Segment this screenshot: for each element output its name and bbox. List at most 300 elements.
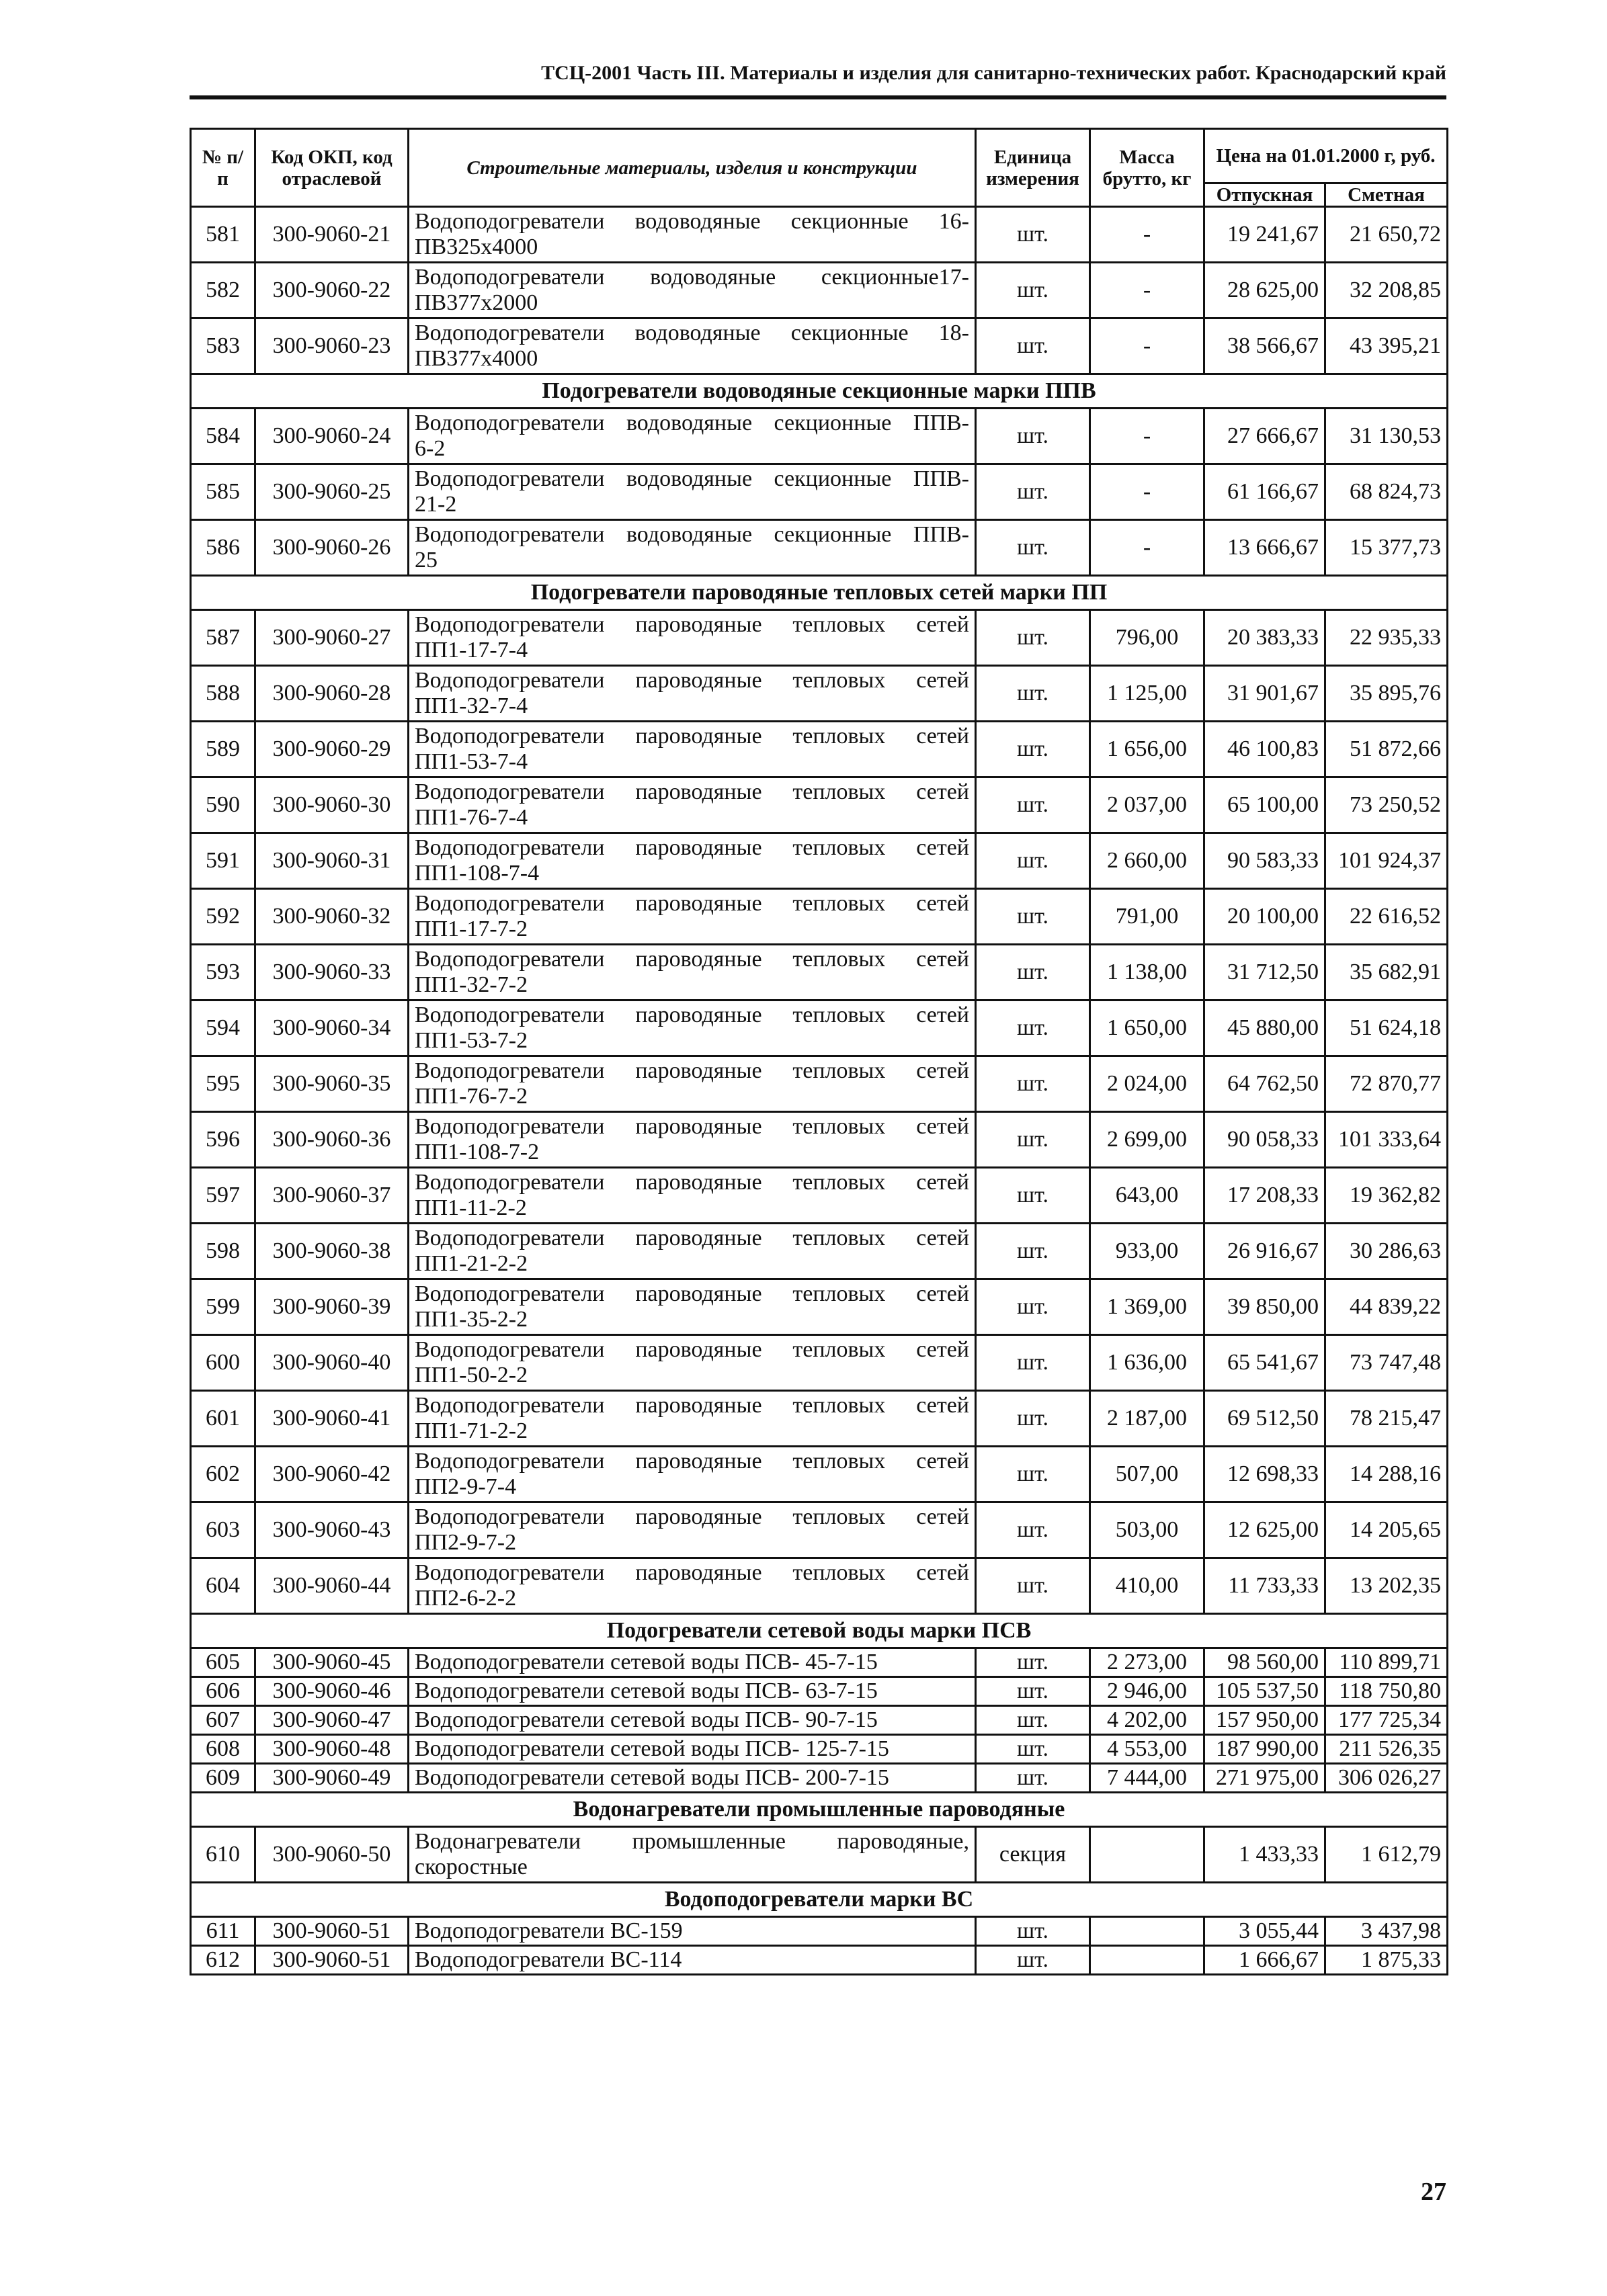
row-name-line1: Водоподогреватели пароводяные тепловых сетей — [415, 1170, 969, 1195]
header-rule — [190, 95, 1446, 99]
row-price-release: 12 698,33 — [1204, 1447, 1325, 1502]
section-title: Водонагреватели промышленные пароводяные — [191, 1793, 1448, 1827]
row-price-release: 26 916,67 — [1204, 1224, 1325, 1279]
row-price-estimate: 35 682,91 — [1325, 945, 1448, 1001]
page-header: ТСЦ-2001 Часть III. Материалы и изделия для санитарно-технических работ. Краснодарский край — [541, 62, 1446, 84]
row-name — [409, 1001, 976, 1056]
row-name-line1: Водоподогреватели пароводяные тепловых сетей — [415, 612, 969, 637]
row-mass: - — [1090, 464, 1204, 520]
row-unit: шт. — [976, 833, 1090, 889]
table-row — [191, 207, 1448, 263]
row-price-estimate: 13 202,35 — [1325, 1558, 1448, 1614]
row-name — [409, 1558, 976, 1614]
row-code: 300-9060-47 — [255, 1706, 409, 1735]
row-name — [409, 409, 976, 464]
table-row — [191, 318, 1448, 374]
row-number: 585 — [191, 464, 255, 520]
row-mass: 1 125,00 — [1090, 666, 1204, 722]
row-name-line1: Водоподогреватели пароводяные тепловых сетей — [415, 1560, 969, 1585]
row-price-estimate: 43 395,21 — [1325, 318, 1448, 374]
row-price-estimate: 73 747,48 — [1325, 1335, 1448, 1391]
row-name-line2: ПП2-9-7-4 — [415, 1474, 517, 1499]
row-name — [409, 889, 976, 945]
row-number: 595 — [191, 1056, 255, 1112]
row-price-release: 1 666,67 — [1204, 1946, 1325, 1975]
table-row — [191, 1648, 1448, 1677]
row-name-line2: ПП1-50-2-2 — [415, 1363, 528, 1388]
col-header-mass: Масса брутто, кг — [1090, 129, 1204, 207]
table-row — [191, 409, 1448, 464]
table-row — [191, 464, 1448, 520]
row-name — [409, 318, 976, 374]
row-price-release: 3 055,44 — [1204, 1917, 1325, 1946]
row-mass: 1 636,00 — [1090, 1335, 1204, 1391]
row-name-line1: Водоподогреватели пароводяные тепловых сетей — [415, 1114, 969, 1139]
row-name — [409, 1391, 976, 1447]
row-number: 605 — [191, 1648, 255, 1677]
row-unit: шт. — [976, 666, 1090, 722]
row-price-estimate: 118 750,80 — [1325, 1677, 1448, 1706]
row-name-line1: Водоподогреватели водоводяные секционные ППВ- — [415, 411, 969, 435]
row-name-line1: Водоподогреватели водоводяные секционные 18- — [415, 321, 969, 345]
row-code: 300-9060-35 — [255, 1056, 409, 1112]
row-price-estimate: 14 288,16 — [1325, 1447, 1448, 1502]
row-price-estimate: 51 872,66 — [1325, 722, 1448, 777]
row-mass: 1 369,00 — [1090, 1279, 1204, 1335]
row-name-line2: ПП1-32-7-4 — [415, 693, 528, 718]
row-name-line2: ПП1-32-7-2 — [415, 972, 528, 997]
col-header-code: Код ОКП, код отраслевой — [255, 129, 409, 207]
row-code: 300-9060-50 — [255, 1827, 409, 1883]
table-row — [191, 1827, 1448, 1883]
row-price-release: 187 990,00 — [1204, 1735, 1325, 1764]
row-mass: 2 037,00 — [1090, 777, 1204, 833]
row-number: 581 — [191, 207, 255, 263]
row-name-line1: Водоподогреватели пароводяные тепловых сетей — [415, 779, 969, 804]
row-price-release: 61 166,67 — [1204, 464, 1325, 520]
col-header-name: Строительные материалы, изделия и конструкции — [409, 129, 976, 207]
row-code: 300-9060-33 — [255, 945, 409, 1001]
col-header-price: Цена на 01.01.2000 г, руб. — [1204, 129, 1448, 183]
row-unit: шт. — [976, 722, 1090, 777]
row-price-estimate: 1 612,79 — [1325, 1827, 1448, 1883]
row-name: Водоподогреватели ВС-159 — [409, 1917, 976, 1946]
row-code: 300-9060-48 — [255, 1735, 409, 1764]
row-name-line2: ПП1-76-7-4 — [415, 805, 528, 830]
section-row — [191, 576, 1448, 610]
row-mass: 2 024,00 — [1090, 1056, 1204, 1112]
row-mass: 7 444,00 — [1090, 1764, 1204, 1793]
row-mass: - — [1090, 520, 1204, 576]
table-row — [191, 1112, 1448, 1168]
row-name — [409, 207, 976, 263]
row-number: 604 — [191, 1558, 255, 1614]
row-name-line2: ПП1-108-7-4 — [415, 861, 540, 886]
col-header-price-release: Отпускная — [1204, 183, 1325, 207]
row-price-estimate: 44 839,22 — [1325, 1279, 1448, 1335]
row-number: 599 — [191, 1279, 255, 1335]
row-unit: шт. — [976, 1946, 1090, 1975]
row-name-line2: 25 — [415, 548, 438, 572]
row-price-release: 65 100,00 — [1204, 777, 1325, 833]
row-number: 598 — [191, 1224, 255, 1279]
row-price-estimate: 19 362,82 — [1325, 1168, 1448, 1224]
table-row — [191, 1279, 1448, 1335]
row-unit: секция — [976, 1827, 1090, 1883]
row-unit: шт. — [976, 1001, 1090, 1056]
row-price-estimate: 101 924,37 — [1325, 833, 1448, 889]
row-name-line2: ПВ377х4000 — [415, 346, 538, 371]
row-code: 300-9060-27 — [255, 610, 409, 666]
row-price-estimate: 78 215,47 — [1325, 1391, 1448, 1447]
row-price-estimate: 30 286,63 — [1325, 1224, 1448, 1279]
row-name-line2: ПП1-53-7-2 — [415, 1028, 528, 1053]
table-row — [191, 1335, 1448, 1391]
row-price-release: 271 975,00 — [1204, 1764, 1325, 1793]
table-row — [191, 1447, 1448, 1502]
row-name — [409, 1502, 976, 1558]
row-number: 583 — [191, 318, 255, 374]
row-mass: 507,00 — [1090, 1447, 1204, 1502]
row-code: 300-9060-29 — [255, 722, 409, 777]
row-mass: - — [1090, 207, 1204, 263]
row-price-estimate: 177 725,34 — [1325, 1706, 1448, 1735]
table-row — [191, 666, 1448, 722]
row-code: 300-9060-37 — [255, 1168, 409, 1224]
row-code: 300-9060-51 — [255, 1917, 409, 1946]
row-name-line1: Водоподогреватели пароводяные тепловых сетей — [415, 1393, 969, 1418]
row-code: 300-9060-46 — [255, 1677, 409, 1706]
row-name-line1: Водоподогреватели пароводяные тепловых сетей — [415, 947, 969, 972]
row-number: 600 — [191, 1335, 255, 1391]
row-price-release: 64 762,50 — [1204, 1056, 1325, 1112]
row-mass — [1090, 1917, 1204, 1946]
row-mass: 2 273,00 — [1090, 1648, 1204, 1677]
row-number: 597 — [191, 1168, 255, 1224]
row-number: 590 — [191, 777, 255, 833]
row-code: 300-9060-51 — [255, 1946, 409, 1975]
row-code: 300-9060-36 — [255, 1112, 409, 1168]
row-name: Водоподогреватели сетевой воды ПСВ- 45-7-15 — [409, 1648, 976, 1677]
row-price-release: 105 537,50 — [1204, 1677, 1325, 1706]
row-name-line2: 6-2 — [415, 436, 446, 461]
table-row — [191, 1946, 1448, 1975]
row-unit: шт. — [976, 263, 1090, 318]
row-price-estimate: 35 895,76 — [1325, 666, 1448, 722]
table-row — [191, 722, 1448, 777]
row-name-line2: 21-2 — [415, 492, 457, 517]
table-row — [191, 1706, 1448, 1735]
row-mass: 2 660,00 — [1090, 833, 1204, 889]
row-mass — [1090, 1827, 1204, 1883]
row-price-estimate: 22 935,33 — [1325, 610, 1448, 666]
row-mass: 2 699,00 — [1090, 1112, 1204, 1168]
row-name — [409, 1168, 976, 1224]
row-price-release: 12 625,00 — [1204, 1502, 1325, 1558]
row-unit: шт. — [976, 1224, 1090, 1279]
row-name: Водоподогреватели ВС-114 — [409, 1946, 976, 1975]
row-number: 586 — [191, 520, 255, 576]
row-name-line2: скоростные — [415, 1855, 528, 1879]
row-unit: шт. — [976, 1706, 1090, 1735]
row-unit: шт. — [976, 520, 1090, 576]
row-mass: 2 187,00 — [1090, 1391, 1204, 1447]
row-price-release: 46 100,83 — [1204, 722, 1325, 777]
row-unit: шт. — [976, 1447, 1090, 1502]
row-name-line2: ПП1-35-2-2 — [415, 1307, 528, 1332]
row-unit: шт. — [976, 1391, 1090, 1447]
row-number: 610 — [191, 1827, 255, 1883]
row-name-line1: Водоподогреватели пароводяные тепловых сетей — [415, 668, 969, 693]
row-unit: шт. — [976, 1677, 1090, 1706]
table-row — [191, 263, 1448, 318]
row-name-line1: Водоподогреватели водоводяные секционные ППВ- — [415, 522, 969, 547]
row-mass: 643,00 — [1090, 1168, 1204, 1224]
row-unit: шт. — [976, 1112, 1090, 1168]
row-price-estimate: 306 026,27 — [1325, 1764, 1448, 1793]
row-price-release: 28 625,00 — [1204, 263, 1325, 318]
row-price-estimate: 51 624,18 — [1325, 1001, 1448, 1056]
row-price-release: 69 512,50 — [1204, 1391, 1325, 1447]
row-name-line2: ПП1-53-7-4 — [415, 749, 528, 774]
row-number: 589 — [191, 722, 255, 777]
col-header-unit: Единица измерения — [976, 129, 1090, 207]
row-unit: шт. — [976, 1917, 1090, 1946]
row-price-estimate: 68 824,73 — [1325, 464, 1448, 520]
row-code: 300-9060-22 — [255, 263, 409, 318]
row-name-line1: Водоподогреватели пароводяные тепловых сетей — [415, 1337, 969, 1362]
row-code: 300-9060-31 — [255, 833, 409, 889]
row-number: 603 — [191, 1502, 255, 1558]
row-name-line2: ПП1-11-2-2 — [415, 1195, 527, 1220]
row-name — [409, 945, 976, 1001]
section-row — [191, 1793, 1448, 1827]
row-code: 300-9060-23 — [255, 318, 409, 374]
row-name-line2: ПП1-76-7-2 — [415, 1084, 528, 1109]
row-code: 300-9060-45 — [255, 1648, 409, 1677]
section-title: Подогреватели сетевой воды марки ПСВ — [191, 1614, 1448, 1648]
row-price-estimate: 14 205,65 — [1325, 1502, 1448, 1558]
table-row — [191, 610, 1448, 666]
row-name — [409, 1224, 976, 1279]
row-price-release: 17 208,33 — [1204, 1168, 1325, 1224]
row-code: 300-9060-25 — [255, 464, 409, 520]
row-price-release: 1 433,33 — [1204, 1827, 1325, 1883]
table-row — [191, 833, 1448, 889]
row-unit: шт. — [976, 409, 1090, 464]
row-unit: шт. — [976, 945, 1090, 1001]
section-row — [191, 374, 1448, 409]
row-mass: 1 650,00 — [1090, 1001, 1204, 1056]
section-title: Водоподогреватели марки ВС — [191, 1883, 1448, 1917]
row-code: 300-9060-39 — [255, 1279, 409, 1335]
row-name: Водоподогреватели сетевой воды ПСВ- 125-7-15 — [409, 1735, 976, 1764]
row-name — [409, 1279, 976, 1335]
row-name-line1: Водоподогреватели пароводяные тепловых сетей — [415, 1058, 969, 1083]
row-name-line2: ПП1-21-2-2 — [415, 1251, 528, 1276]
row-name — [409, 777, 976, 833]
row-name-line2: ПП1-71-2-2 — [415, 1418, 528, 1443]
row-name — [409, 464, 976, 520]
row-name — [409, 1112, 976, 1168]
row-code: 300-9060-32 — [255, 889, 409, 945]
row-unit: шт. — [976, 1335, 1090, 1391]
table-row — [191, 945, 1448, 1001]
row-name-line2: ПП1-108-7-2 — [415, 1140, 540, 1164]
table-row — [191, 1391, 1448, 1447]
row-unit: шт. — [976, 207, 1090, 263]
row-unit: шт. — [976, 464, 1090, 520]
row-number: 607 — [191, 1706, 255, 1735]
table-row — [191, 1502, 1448, 1558]
row-price-release: 45 880,00 — [1204, 1001, 1325, 1056]
col-header-num: № п/п — [191, 129, 255, 207]
row-mass: 4 202,00 — [1090, 1706, 1204, 1735]
row-name-line2: ПП1-17-7-2 — [415, 917, 528, 941]
row-name — [409, 263, 976, 318]
row-number: 588 — [191, 666, 255, 722]
row-price-release: 13 666,67 — [1204, 520, 1325, 576]
row-mass: 933,00 — [1090, 1224, 1204, 1279]
row-name-line1: Водоподогреватели водоводяные секционные ППВ- — [415, 466, 969, 491]
row-name-line1: Водоподогреватели пароводяные тепловых сетей — [415, 1449, 969, 1474]
row-number: 606 — [191, 1677, 255, 1706]
row-name-line1: Водоподогреватели пароводяные тепловых сетей — [415, 1226, 969, 1250]
row-code: 300-9060-44 — [255, 1558, 409, 1614]
row-number: 593 — [191, 945, 255, 1001]
row-name-line1: Водоподогреватели пароводяные тепловых сетей — [415, 1504, 969, 1529]
row-mass: - — [1090, 318, 1204, 374]
row-mass: 410,00 — [1090, 1558, 1204, 1614]
row-mass: 1 656,00 — [1090, 722, 1204, 777]
table-row — [191, 1558, 1448, 1614]
row-price-estimate: 3 437,98 — [1325, 1917, 1448, 1946]
row-name-line2: ПВ325х4000 — [415, 235, 538, 259]
row-mass: 503,00 — [1090, 1502, 1204, 1558]
row-price-estimate: 31 130,53 — [1325, 409, 1448, 464]
row-unit: шт. — [976, 318, 1090, 374]
table-row — [191, 777, 1448, 833]
row-price-estimate: 110 899,71 — [1325, 1648, 1448, 1677]
row-number: 594 — [191, 1001, 255, 1056]
row-number: 609 — [191, 1764, 255, 1793]
table-row — [191, 1764, 1448, 1793]
row-price-release: 20 100,00 — [1204, 889, 1325, 945]
row-price-release: 98 560,00 — [1204, 1648, 1325, 1677]
row-name-line2: ПВ377х2000 — [415, 290, 538, 315]
section-title: Подогреватели водоводяные секционные марки ППВ — [191, 374, 1448, 409]
row-price-estimate: 211 526,35 — [1325, 1735, 1448, 1764]
row-price-release: 38 566,67 — [1204, 318, 1325, 374]
row-number: 587 — [191, 610, 255, 666]
row-name — [409, 1447, 976, 1502]
row-code: 300-9060-40 — [255, 1335, 409, 1391]
row-mass: 791,00 — [1090, 889, 1204, 945]
row-unit: шт. — [976, 1764, 1090, 1793]
row-price-estimate: 32 208,85 — [1325, 263, 1448, 318]
row-price-estimate: 72 870,77 — [1325, 1056, 1448, 1112]
row-code: 300-9060-30 — [255, 777, 409, 833]
row-price-release: 31 712,50 — [1204, 945, 1325, 1001]
row-name-line1: Водоподогреватели пароводяные тепловых сетей — [415, 724, 969, 749]
row-name — [409, 666, 976, 722]
row-mass: - — [1090, 409, 1204, 464]
row-price-release: 27 666,67 — [1204, 409, 1325, 464]
row-code: 300-9060-24 — [255, 409, 409, 464]
row-name-line1: Водоподогреватели пароводяные тепловых сетей — [415, 1003, 969, 1027]
row-name-line2: ПП2-6-2-2 — [415, 1586, 517, 1611]
row-price-release: 90 583,33 — [1204, 833, 1325, 889]
table-row — [191, 1168, 1448, 1224]
row-number: 596 — [191, 1112, 255, 1168]
row-price-estimate: 73 250,52 — [1325, 777, 1448, 833]
row-price-release: 31 901,67 — [1204, 666, 1325, 722]
row-name-line1: Водоподогреватели пароводяные тепловых сетей — [415, 1281, 969, 1306]
row-unit: шт. — [976, 1279, 1090, 1335]
row-name — [409, 1056, 976, 1112]
price-table — [190, 128, 1448, 1975]
row-unit: шт. — [976, 610, 1090, 666]
row-price-release: 39 850,00 — [1204, 1279, 1325, 1335]
row-name — [409, 833, 976, 889]
row-unit: шт. — [976, 1558, 1090, 1614]
section-row — [191, 1883, 1448, 1917]
table-row — [191, 1001, 1448, 1056]
row-name — [409, 610, 976, 666]
row-name-line2: ПП1-17-7-4 — [415, 638, 528, 663]
row-unit: шт. — [976, 1735, 1090, 1764]
row-number: 591 — [191, 833, 255, 889]
row-code: 300-9060-26 — [255, 520, 409, 576]
row-unit: шт. — [976, 1168, 1090, 1224]
row-price-release: 90 058,33 — [1204, 1112, 1325, 1168]
row-unit: шт. — [976, 777, 1090, 833]
row-unit: шт. — [976, 1648, 1090, 1677]
row-name-line1: Водоподогреватели водоводяные секционные17- — [415, 265, 969, 290]
row-code: 300-9060-34 — [255, 1001, 409, 1056]
row-unit: шт. — [976, 1056, 1090, 1112]
row-name — [409, 1827, 976, 1883]
row-code: 300-9060-38 — [255, 1224, 409, 1279]
row-code: 300-9060-42 — [255, 1447, 409, 1502]
table-row — [191, 1735, 1448, 1764]
row-unit: шт. — [976, 889, 1090, 945]
table-row — [191, 889, 1448, 945]
row-name-line2: ПП2-9-7-2 — [415, 1530, 517, 1555]
row-price-release: 157 950,00 — [1204, 1706, 1325, 1735]
row-price-estimate: 1 875,33 — [1325, 1946, 1448, 1975]
row-code: 300-9060-41 — [255, 1391, 409, 1447]
row-code: 300-9060-28 — [255, 666, 409, 722]
row-code: 300-9060-43 — [255, 1502, 409, 1558]
row-mass: 796,00 — [1090, 610, 1204, 666]
row-number: 602 — [191, 1447, 255, 1502]
page-number: 27 — [1421, 2178, 1446, 2206]
row-name: Водоподогреватели сетевой воды ПСВ- 200-7-15 — [409, 1764, 976, 1793]
table-row — [191, 1677, 1448, 1706]
row-code: 300-9060-21 — [255, 207, 409, 263]
row-mass — [1090, 1946, 1204, 1975]
section-title: Подогреватели пароводяные тепловых сетей марки ПП — [191, 576, 1448, 610]
row-price-estimate: 15 377,73 — [1325, 520, 1448, 576]
row-price-release: 65 541,67 — [1204, 1335, 1325, 1391]
row-name — [409, 722, 976, 777]
row-unit: шт. — [976, 1502, 1090, 1558]
row-number: 592 — [191, 889, 255, 945]
row-number: 582 — [191, 263, 255, 318]
table-row — [191, 520, 1448, 576]
row-name-line1: Водоподогреватели пароводяные тепловых сетей — [415, 891, 969, 916]
